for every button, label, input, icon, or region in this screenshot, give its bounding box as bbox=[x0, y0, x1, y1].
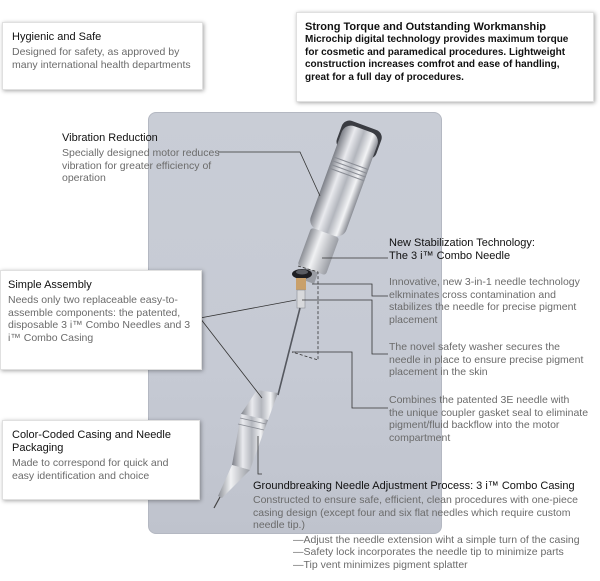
hygienic-title: Hygienic and Safe bbox=[12, 31, 102, 43]
combo-needle bbox=[278, 308, 300, 395]
torque-title: Strong Torque and Outstanding Workmanship bbox=[305, 21, 546, 33]
hygienic-text: Designed for safety, as approved by many international health departments bbox=[12, 46, 191, 71]
groundbreaking-text: Constructed to ensure safe, efficient, clean procedures with one-piece casing design (except four and six flat needles which require custom needle tip.) bbox=[253, 494, 578, 531]
groundbreaking-title: Groundbreaking Needle Adjustment Process: 3 i™ Combo Casing bbox=[253, 480, 575, 492]
stabilization-title: New Stabilization Technology: The 3 i™ Combo Needle bbox=[389, 237, 535, 262]
stabilization-item-3: Combines the patented 3E needle with the unique coupler gasket seal to eliminate pigment/fluid backflow into the motor compartment bbox=[389, 394, 589, 444]
vibration-title: Vibration Reduction bbox=[62, 132, 158, 144]
torque-text: Microchip digital technology provides maximum torque for cosmetic and paramedical procedures. Lightweight construction increases comfrot and ease of handling, great for a full day of procedures. bbox=[305, 34, 569, 83]
color-coded-title: Color-Coded Casing and Needle Packaging bbox=[12, 429, 171, 454]
assembly-title: Simple Assembly bbox=[8, 279, 92, 291]
color-coded-text: Made to correspond for quick and easy identification and choice bbox=[12, 457, 169, 482]
torque-card bbox=[296, 12, 594, 102]
groundbreaking-block bbox=[253, 480, 600, 571]
motor-body bbox=[288, 118, 384, 288]
stabilization-item-1: Innovative, new 3-in-1 needle technology elkminates cross contamination and stabilizes the needle for precise pigment placement bbox=[389, 276, 580, 326]
assembly-text: Needs only two replaceable easy-to- assemble components: the patented, disposable 3 i™ Combo Needles and 3 i™ Combo Casing bbox=[8, 294, 191, 344]
groundbreaking-bullet-3: —Tip vent minimizes pigment splatter bbox=[293, 558, 468, 571]
hygienic-card bbox=[2, 22, 203, 90]
stabilization-item-2: The novel safety washer secures the needle in place to ensure precise pigment placement in the skin bbox=[389, 341, 584, 378]
color-coded-card bbox=[2, 420, 200, 500]
groundbreaking-bullet-1: —Adjust the needle extension wiht a simple turn of the casing bbox=[293, 533, 580, 546]
stabilization-block bbox=[389, 237, 600, 263]
groundbreaking-bullet-2: —Safety lock incorporates the needle tip to minimize parts bbox=[293, 546, 564, 558]
vibration-block bbox=[62, 132, 232, 185]
vibration-text: Specially designed motor reduces vibration for greater efficiency of operation bbox=[62, 147, 220, 184]
assembly-card bbox=[0, 270, 202, 370]
